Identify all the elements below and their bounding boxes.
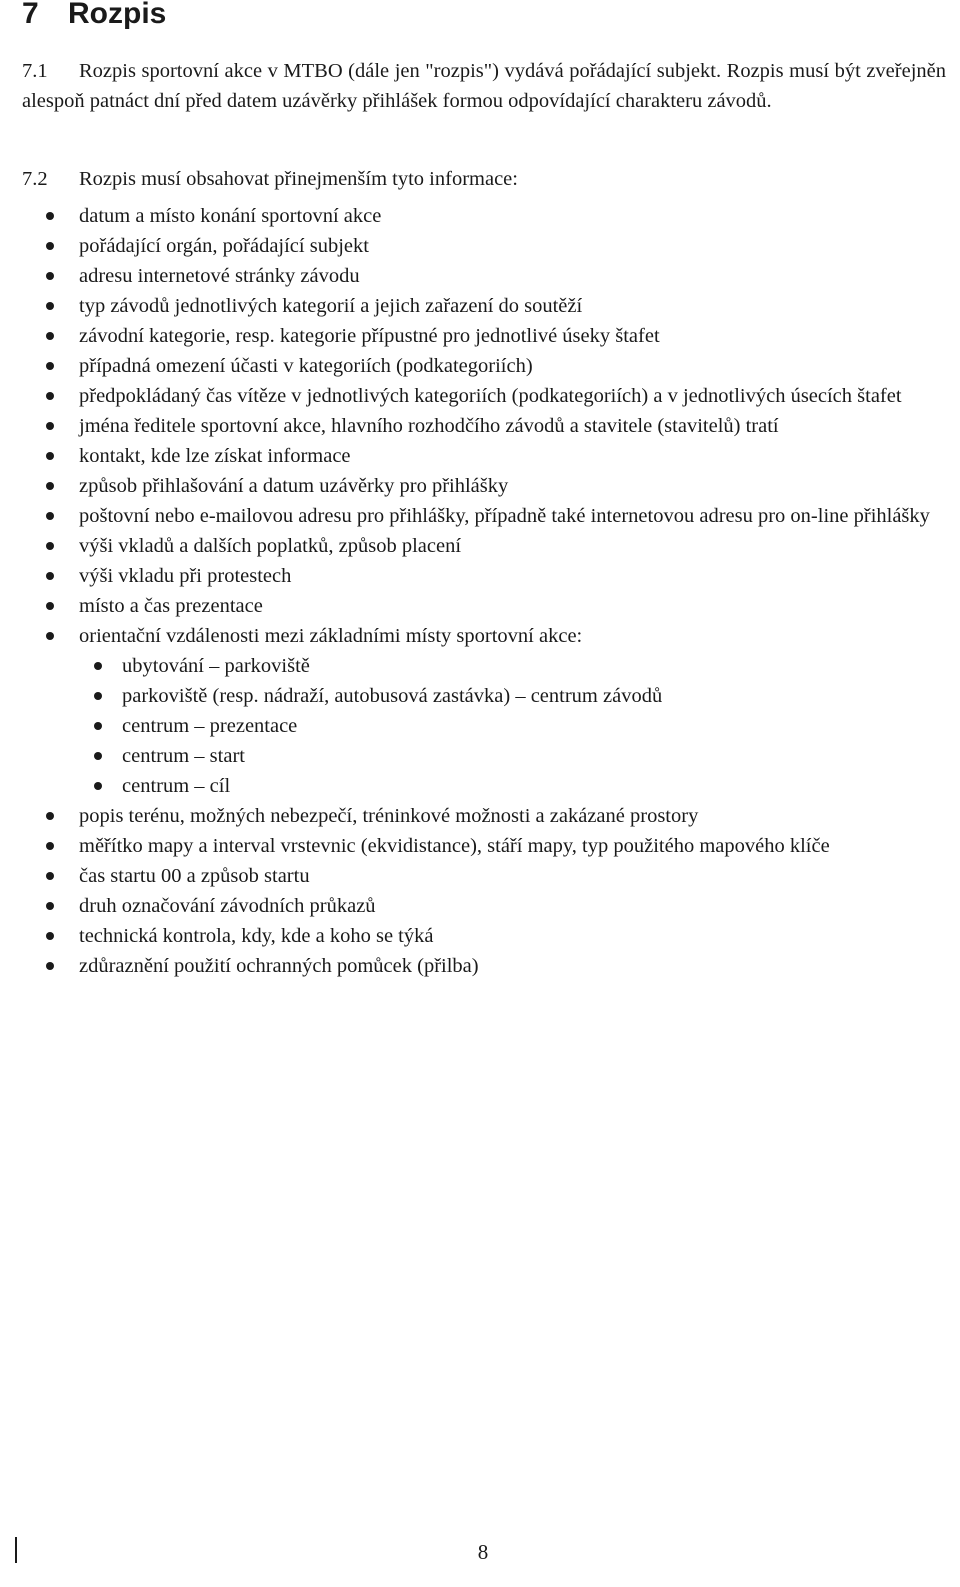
sub-list-item xyxy=(0,711,960,741)
list-item-text: poštovní nebo e-mailovou adresu pro přihlášky, případně také internetovou adresu pro on-line přihlášky xyxy=(79,505,930,527)
list-item-text: případná omezení účasti v kategoriích (podkategoriích) xyxy=(79,355,533,377)
list-item xyxy=(0,801,960,831)
bullet-icon xyxy=(46,632,54,640)
bullet-icon xyxy=(46,872,54,880)
list-item-text: způsob přihlašování a datum uzávěrky pro přihlášky xyxy=(79,475,509,497)
sub-list-item xyxy=(0,651,960,681)
list-item xyxy=(0,471,960,501)
list-item xyxy=(0,291,960,321)
list-item-text: typ závodů jednotlivých kategorií a jejich zařazení do soutěží xyxy=(79,295,583,317)
bullet-icon xyxy=(94,782,102,790)
sub-list-item-text: parkoviště (resp. nádraží, autobusová zastávka) – centrum závodů xyxy=(122,685,663,707)
list-item xyxy=(0,201,960,231)
list-item xyxy=(0,621,960,651)
list-item-text: datum a místo konání sportovní akce xyxy=(79,205,382,227)
list-item-text: popis terénu, možných nebezpečí, tréninkové možnosti a zakázané prostory xyxy=(79,805,699,827)
bullet-icon xyxy=(94,722,102,730)
list-item xyxy=(0,501,960,531)
list-item xyxy=(0,321,960,351)
section-title: Rozpis xyxy=(68,0,167,30)
paragraph-number: 7.1 xyxy=(22,60,48,82)
list-item xyxy=(0,381,960,411)
bullet-icon xyxy=(46,242,54,250)
bullet-icon xyxy=(46,482,54,490)
list-item-text: jména ředitele sportovní akce, hlavního rozhodčího závodů a stavitele (stavitelů) tratí xyxy=(79,415,779,437)
list-item-text: technická kontrola, kdy, kde a koho se týká xyxy=(79,925,434,947)
list-item xyxy=(0,531,960,561)
bullet-icon xyxy=(94,752,102,760)
bullet-icon xyxy=(46,602,54,610)
list-item-text: orientační vzdálenosti mezi základními místy sportovní akce: xyxy=(79,625,583,647)
list-item xyxy=(0,951,960,981)
list-item xyxy=(0,231,960,261)
paragraph-7-2 xyxy=(22,164,946,194)
bullet-icon xyxy=(46,452,54,460)
bullet-icon xyxy=(46,302,54,310)
bullet-icon xyxy=(94,692,102,700)
list-item-text: předpokládaný čas vítěze v jednotlivých kategoriích (podkategoriích) a v jednotlivých úsecích štafet xyxy=(79,385,902,407)
list-item-text: pořádající orgán, pořádající subjekt xyxy=(79,235,369,257)
list-item xyxy=(0,921,960,951)
list-item xyxy=(0,591,960,621)
sub-list-item xyxy=(0,771,960,801)
sub-list-item xyxy=(0,681,960,711)
section-heading xyxy=(22,0,166,34)
bullet-icon xyxy=(46,422,54,430)
list-item xyxy=(0,831,960,861)
list-item-text: adresu internetové stránky závodu xyxy=(79,265,360,287)
required-info-list xyxy=(0,201,960,981)
page-number: 8 xyxy=(477,1540,489,1564)
bullet-icon xyxy=(46,392,54,400)
bullet-icon xyxy=(46,932,54,940)
bullet-icon xyxy=(46,902,54,910)
sub-list-item-text: centrum – start xyxy=(122,745,245,767)
list-item xyxy=(0,561,960,591)
list-item xyxy=(0,441,960,471)
paragraph-text: Rozpis musí obsahovat přinejmenším tyto informace: xyxy=(79,168,518,190)
bullet-icon xyxy=(94,662,102,670)
list-item xyxy=(0,351,960,381)
paragraph-7-1 xyxy=(22,56,946,116)
list-item-text: zdůraznění použití ochranných pomůcek (přilba) xyxy=(79,955,479,977)
list-item xyxy=(0,861,960,891)
bullet-icon xyxy=(46,512,54,520)
bullet-icon xyxy=(46,842,54,850)
bullet-icon xyxy=(46,572,54,580)
sub-list-item-text: centrum – prezentace xyxy=(122,715,298,737)
list-item-text: kontakt, kde lze získat informace xyxy=(79,445,351,467)
bullet-icon xyxy=(46,962,54,970)
bullet-icon xyxy=(46,362,54,370)
list-item-text: výši vkladů a dalších poplatků, způsob placení xyxy=(79,535,462,557)
section-number: 7 xyxy=(22,0,39,30)
list-item-text: čas startu 00 a způsob startu xyxy=(79,865,310,887)
list-item xyxy=(0,411,960,441)
bullet-icon xyxy=(46,332,54,340)
list-item-text: výši vkladu při protestech xyxy=(79,565,292,587)
bullet-icon xyxy=(46,272,54,280)
paragraph-number: 7.2 xyxy=(22,168,48,190)
list-item-text: závodní kategorie, resp. kategorie přípustné pro jednotlivé úseky štafet xyxy=(79,325,660,347)
sub-list-item-text: centrum – cíl xyxy=(122,775,231,797)
list-item-text: měřítko mapy a interval vrstevnic (ekvidistance), stáří mapy, typ použitého mapového klíče xyxy=(79,835,830,857)
bullet-icon xyxy=(46,812,54,820)
paragraph-text: Rozpis sportovní akce v MTBO (dále jen "rozpis") vydává pořádající subjekt. Rozpis musí být zveřejněn alespoň patnáct dní před datem uzávěrky přihlášek formou odpovídající charakteru závodů. xyxy=(22,60,946,112)
sub-list-item-text: ubytování – parkoviště xyxy=(122,655,310,677)
bullet-icon xyxy=(46,542,54,550)
bullet-icon xyxy=(46,212,54,220)
list-item xyxy=(0,261,960,291)
sub-list-item xyxy=(0,741,960,771)
list-item-text: místo a čas prezentace xyxy=(79,595,263,617)
list-item-text: druh označování závodních průkazů xyxy=(79,895,376,917)
list-item xyxy=(0,891,960,921)
